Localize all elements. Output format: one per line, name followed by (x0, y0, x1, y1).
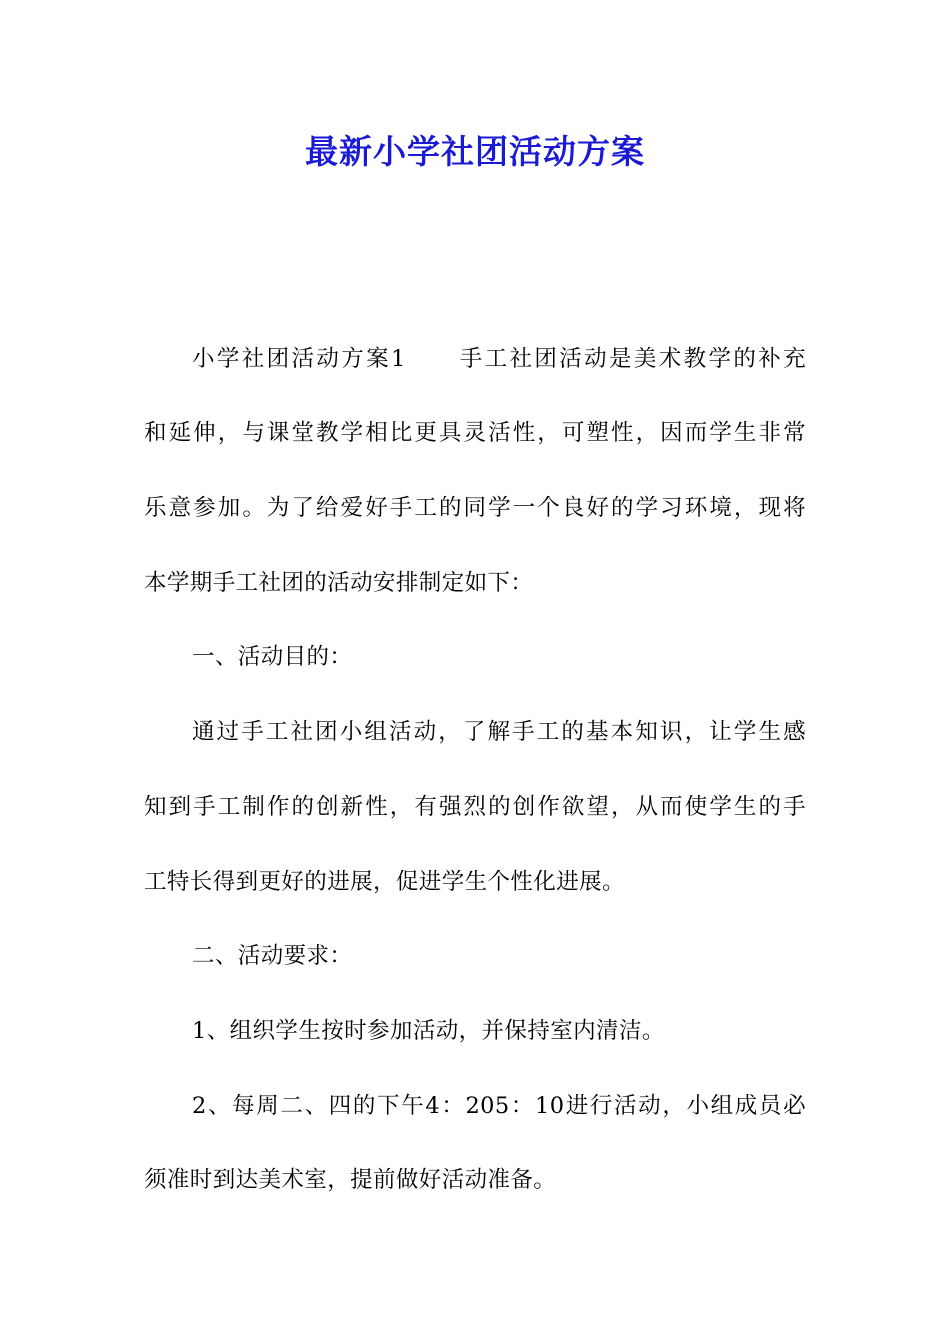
section-1-line-3: 工特长得到更好的进展，促进学生个性化进展。 (144, 869, 625, 895)
intro-line-3: 乐意参加。为了给爱好手工的同学一个良好的学习环境，现将 (144, 495, 806, 521)
section-2-item-1: 1、组织学生按时参加活动，并保持室内清洁。 (192, 1018, 665, 1044)
intro-line-4: 本学期手工社团的活动安排制定如下： (144, 570, 534, 596)
intro-heading: 小学社团活动方案1 (192, 346, 406, 372)
intro-line-1 (144, 339, 806, 379)
section-2-heading: 二、活动要求： (192, 943, 353, 969)
section-1-line-1: 通过手工社团小组活动，了解手工的基本知识，让学生感 (192, 719, 806, 745)
section-2-item-2-line-2: 须准时到达美术室，提前做好活动准备。 (144, 1167, 557, 1193)
intro-line-2: 和延伸，与课堂教学相比更具灵活性，可塑性，因而学生非常 (144, 420, 806, 446)
intro-text: 手工社团活动是美术教学的补充 (457, 346, 806, 372)
section-2-item-2-line-1: 2、每周二、四的下午4：205：10进行活动，小组成员必 (192, 1093, 806, 1119)
section-1-line-2: 知到手工制作的创新性，有强烈的创作欲望，从而使学生的手 (144, 794, 806, 820)
section-1-heading: 一、活动目的： (192, 644, 353, 670)
document-title: 最新小学社团活动方案 (305, 132, 645, 171)
